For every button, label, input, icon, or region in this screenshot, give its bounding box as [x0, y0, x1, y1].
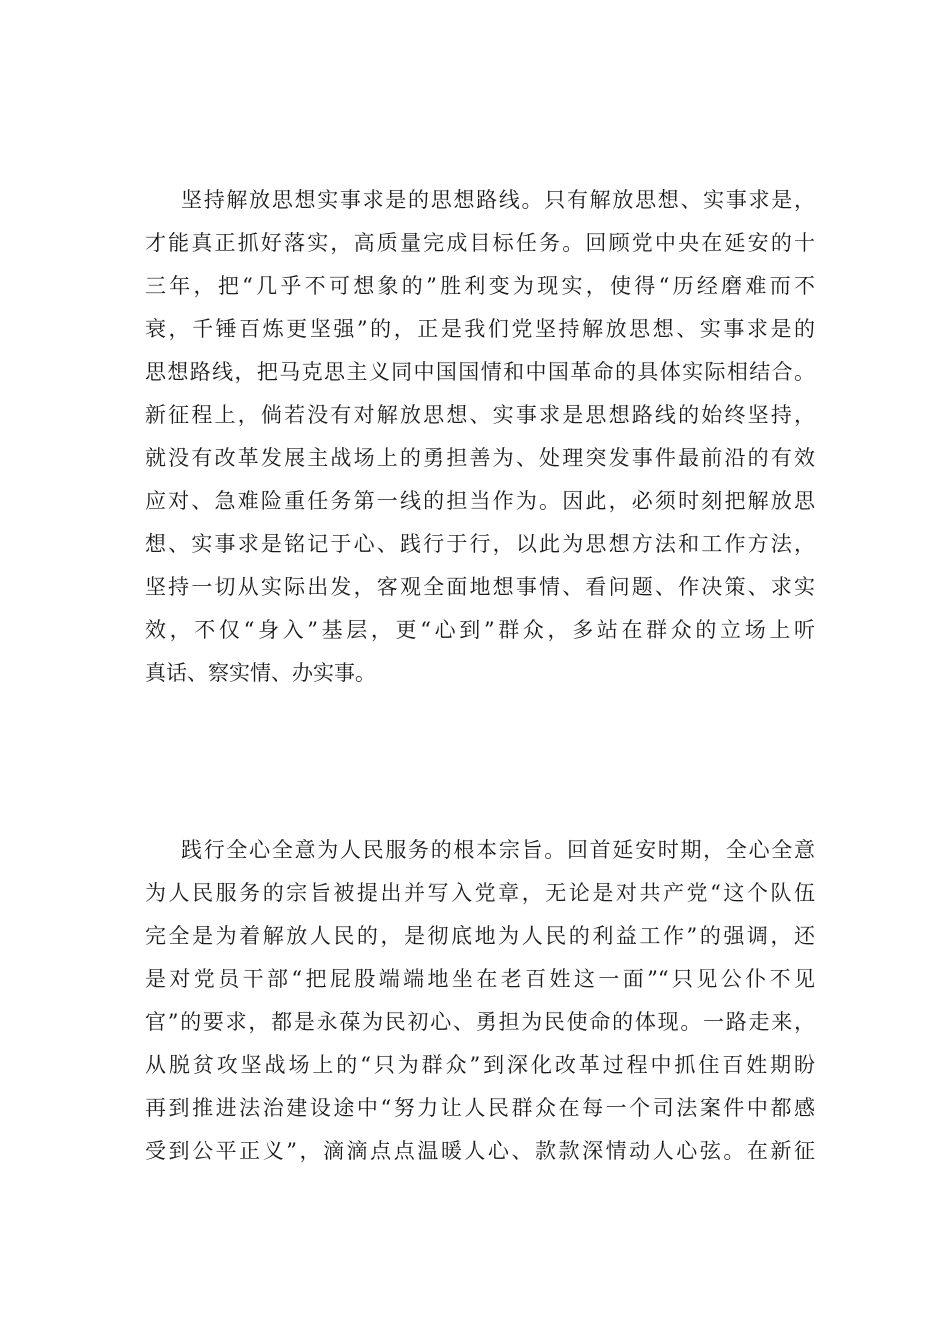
text-line: 就没有改革发展主战场上的勇担善为、处理突发事件最前沿的有效 [145, 446, 815, 470]
text-line: 才能真正抓好落实，高质量完成目标任务。回顾党中央在延安的十 [145, 231, 815, 255]
text-line: 践行全心全意为人民服务的根本宗旨。回首延安时期，全心全意 [181, 838, 815, 862]
text-line: 受到公平正义”，滴滴点点温暖人心、款款深情动人心弦。在新征 [145, 1139, 815, 1163]
text-line: 坚持解放思想实事求是的思想路线。只有解放思想、实事求是， [181, 188, 815, 212]
text-line: 三年，把“几乎不可想象的”胜利变为现实，使得“历经磨难而不 [145, 274, 815, 298]
text-line: 坚持一切从实际出发，客观全面地想事情、看问题、作决策、求实 [145, 575, 815, 599]
text-line: 应对、急难险重任务第一线的担当作为。因此，必须时刻把解放思 [145, 489, 815, 513]
text-line: 效，不仅“身入”基层，更“心到”群众，多站在群众的立场上听 [145, 618, 815, 642]
text-line: 真话、察实情、办实事。 [145, 661, 376, 685]
text-line: 完全是为着解放人民的，是彻底地为人民的利益工作”的强调，还 [145, 924, 815, 948]
text-line: 思想路线，把马克思主义同中国国情和中国革命的具体实际相结合。 [145, 360, 815, 384]
text-line: 想、实事求是铭记于心、践行于行，以此为思想方法和工作方法， [145, 532, 815, 556]
text-line: 新征程上，倘若没有对解放思想、实事求是思想路线的始终坚持， [145, 403, 815, 427]
text-line: 从脱贫攻坚战场上的“只为群众”到深化改革过程中抓住百姓期盼 [145, 1053, 815, 1077]
text-line: 是对党员干部“把屁股端端地坐在老百姓这一面”“只见公仆不见 [145, 967, 815, 991]
text-line: 为人民服务的宗旨被提出并写入党章，无论是对共产党“这个队伍 [145, 881, 815, 905]
text-line: 再到推进法治建设途中“努力让人民群众在每一个司法案件中都感 [145, 1096, 815, 1120]
text-line: 官”的要求，都是永葆为民初心、勇担为民使命的体现。一路走来， [145, 1010, 815, 1034]
text-line: 衰，千锤百炼更坚强”的，正是我们党坚持解放思想、实事求是的 [145, 317, 815, 341]
